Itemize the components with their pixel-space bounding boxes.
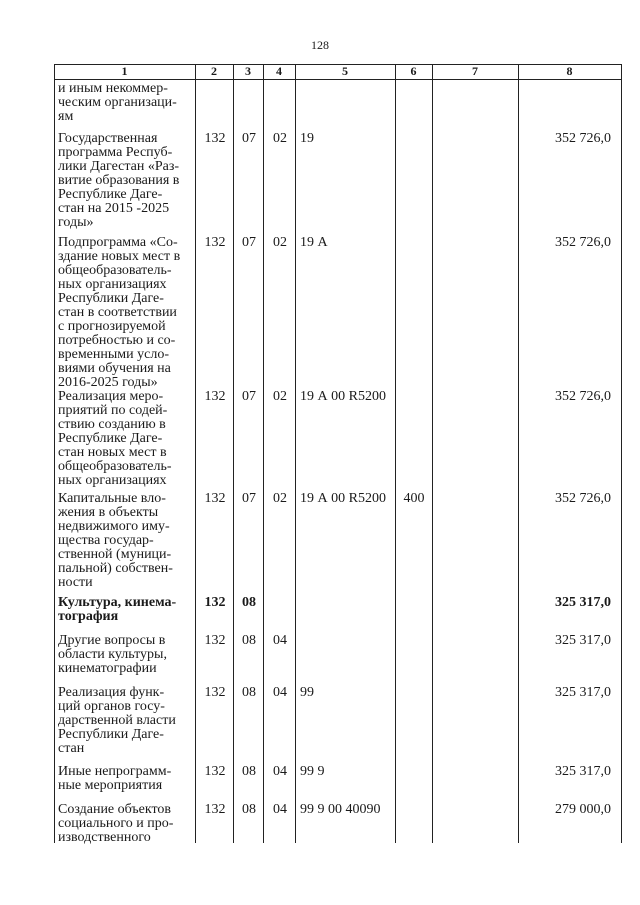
- row-label-line: Республике Даге-: [58, 187, 163, 202]
- row-label-line: пальной) собствен-: [58, 561, 173, 576]
- col-border-7-8: [518, 64, 519, 843]
- row-label: [58, 236, 193, 390]
- row-label-line: лики Дагестан «Раз-: [58, 159, 180, 174]
- row-label-line: стан новых мест в: [58, 445, 167, 460]
- col-border-3-4: [263, 64, 264, 843]
- row-label-line: потребностью и со-: [58, 333, 176, 348]
- col-border-5-6: [395, 64, 396, 843]
- cell-col-5: 19 А 00 R5200: [300, 491, 386, 506]
- cell-col-3: 08: [242, 595, 256, 610]
- row-label-line: Другие вопросы в: [58, 633, 166, 648]
- row-label: [58, 82, 193, 124]
- cell-col-2: 132: [204, 633, 226, 648]
- row-label-line: стан: [58, 741, 85, 756]
- row-label-line: Республики Даге-: [58, 291, 164, 306]
- header-col-8: 8: [566, 64, 573, 78]
- row-label-line: годы»: [58, 215, 94, 230]
- row-label-line: с прогнозируемой: [58, 319, 166, 334]
- cell-col-3: 08: [242, 764, 256, 779]
- cell-col-8: 279 000,0: [555, 802, 611, 817]
- cell-col-8: 352 726,0: [555, 131, 611, 146]
- row-label-line: ям: [58, 109, 74, 124]
- row-label: [58, 390, 193, 488]
- row-label-line: Подпрограмма «Со-: [58, 235, 178, 250]
- cell-col-4: 02: [273, 389, 287, 404]
- cell-col-8: 325 317,0: [555, 764, 611, 779]
- row-label-line: Государственная: [58, 131, 158, 146]
- row-label-line: Капитальные вло-: [58, 491, 166, 506]
- cell-col-2: 132: [204, 685, 226, 700]
- row-label-line: программа Респуб-: [58, 145, 173, 160]
- header-col-4: 4: [276, 64, 282, 78]
- cell-col-8: 352 726,0: [555, 491, 611, 506]
- row-label-line: кинематографии: [58, 661, 157, 676]
- page-number: 128: [311, 38, 329, 52]
- row-label: [58, 803, 193, 845]
- cell-col-3: 07: [242, 389, 256, 404]
- cell-col-4: 04: [273, 764, 287, 779]
- row-label-line: ций органов госу-: [58, 699, 165, 714]
- cell-col-4: 04: [273, 802, 287, 817]
- cell-col-8: 352 726,0: [555, 389, 611, 404]
- row-label-line: жения в объекты: [58, 505, 159, 520]
- row-label-line: социального и про-: [58, 816, 174, 831]
- cell-col-5: 99 9 00 40090: [300, 802, 381, 817]
- col-border-6-7: [432, 64, 433, 843]
- row-label-line: дарственной власти: [58, 713, 176, 728]
- cell-col-2: 132: [204, 802, 226, 817]
- row-label-line: Культура, кинема-: [58, 595, 177, 610]
- cell-col-3: 08: [242, 685, 256, 700]
- row-label: [58, 765, 193, 793]
- row-label-line: Республики Даге-: [58, 727, 164, 742]
- row-label-line: и иным некоммер-: [58, 81, 168, 96]
- row-label-line: Республике Даге-: [58, 431, 163, 446]
- row-label-line: стан на 2015 -2025: [58, 201, 170, 216]
- row-label: [58, 596, 193, 624]
- row-label-line: недвижимого иму-: [58, 519, 170, 534]
- cell-col-5: 19 А 00 R5200: [300, 389, 386, 404]
- row-label: [58, 492, 193, 590]
- cell-col-8: 325 317,0: [555, 595, 611, 610]
- col-border-right: [621, 64, 622, 843]
- row-label-line: виями обучения на: [58, 361, 171, 376]
- cell-col-4: 02: [273, 131, 287, 146]
- col-border-4-5: [295, 64, 296, 843]
- row-label-line: ственной (муници-: [58, 547, 172, 562]
- col-border-left: [54, 64, 55, 843]
- row-label-line: ческим организаци-: [58, 95, 177, 110]
- col-border-1-2: [195, 64, 196, 843]
- row-label-line: ности: [58, 575, 93, 590]
- row-label-line: временными усло-: [58, 347, 170, 362]
- row-label-line: тография: [58, 609, 119, 624]
- row-label-line: Иные непрограмм-: [58, 764, 172, 779]
- col-border-2-3: [233, 64, 234, 843]
- row-label-line: Реализация меро-: [58, 389, 164, 404]
- cell-col-5: 99 9: [300, 764, 325, 779]
- cell-col-3: 08: [242, 802, 256, 817]
- cell-col-8: 325 317,0: [555, 633, 611, 648]
- row-label-line: изводственного: [58, 830, 151, 845]
- cell-col-2: 132: [204, 491, 226, 506]
- row-label-line: приятий по содей-: [58, 403, 168, 418]
- header-col-1: 1: [121, 64, 128, 78]
- row-label-line: витие образования в: [58, 173, 180, 188]
- cell-col-5: 19: [300, 131, 314, 146]
- cell-col-2: 132: [204, 235, 226, 250]
- header-col-6: 6: [410, 64, 417, 78]
- row-label-line: Создание объектов: [58, 802, 172, 817]
- cell-col-8: 325 317,0: [555, 685, 611, 700]
- row-label: [58, 132, 193, 230]
- row-label-line: ных организациях: [58, 473, 167, 488]
- cell-col-4: 04: [273, 633, 287, 648]
- row-label: [58, 634, 193, 676]
- row-label-line: Реализация функ-: [58, 685, 165, 700]
- cell-col-8: 352 726,0: [555, 235, 611, 250]
- row-label: [58, 686, 193, 756]
- row-label-line: области культуры,: [58, 647, 167, 662]
- cell-col-5: 19 А: [300, 235, 328, 250]
- cell-col-5: 99: [300, 685, 314, 700]
- cell-col-6: 400: [403, 491, 425, 506]
- cell-col-3: 08: [242, 633, 256, 648]
- cell-col-3: 07: [242, 131, 256, 146]
- row-label-line: ных организациях: [58, 277, 167, 292]
- cell-col-3: 07: [242, 235, 256, 250]
- row-label-line: щества государ-: [58, 533, 154, 548]
- cell-col-2: 132: [204, 389, 226, 404]
- header-col-3: 3: [245, 64, 251, 78]
- cell-col-4: 02: [273, 235, 287, 250]
- header-bottom-border: [54, 79, 622, 80]
- row-label-line: 2016-2025 годы»: [58, 375, 158, 390]
- header-col-7: 7: [472, 64, 478, 78]
- row-label-line: общеобразователь-: [58, 459, 172, 474]
- cell-col-4: 02: [273, 491, 287, 506]
- header-col-2: 2: [211, 64, 217, 78]
- row-label-line: стан в соответствии: [58, 305, 177, 320]
- row-label-line: ные мероприятия: [58, 778, 163, 793]
- row-label-line: ствию созданию в: [58, 417, 166, 432]
- header-col-5: 5: [342, 64, 348, 78]
- cell-col-3: 07: [242, 491, 256, 506]
- cell-col-2: 132: [204, 595, 226, 610]
- row-label-line: общеобразователь-: [58, 263, 172, 278]
- cell-col-2: 132: [204, 131, 226, 146]
- cell-col-4: 04: [273, 685, 287, 700]
- row-label-line: здание новых мест в: [58, 249, 181, 264]
- cell-col-2: 132: [204, 764, 226, 779]
